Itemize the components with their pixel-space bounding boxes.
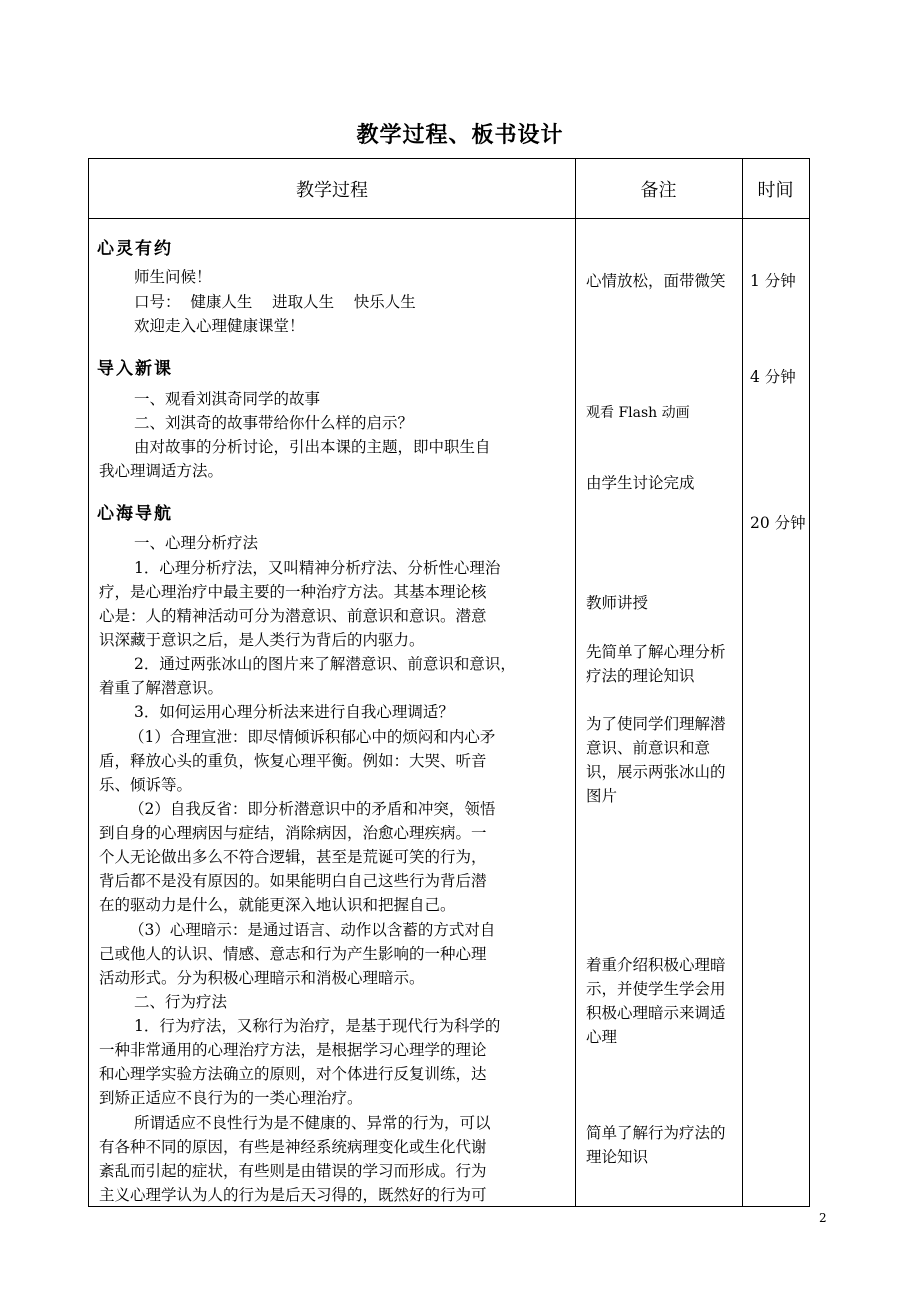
text-line: 个人无论做出多么不符合逻辑，甚至是荒诞可笑的行为， (99, 848, 487, 866)
header-divider (89, 218, 809, 219)
text-line: 疗，是心理治疗中最主要的一种治疗方法。其基本理论核 (99, 583, 487, 601)
text-line: 着重了解潜意识。 (99, 679, 224, 697)
text-line: 1．行为疗法，又称行为治疗，是基于现代行为科学的 (134, 1017, 501, 1035)
text-line: 在的驱动力是什么，就能更深入地认识和把握自己。 (99, 896, 456, 914)
page-title: 教学过程、板书设计 (356, 123, 564, 148)
text-line: 由对故事的分析讨论，引出本课的主题，即中职生自 (134, 438, 491, 456)
text-line: （1）合理宣泄：即尽情倾诉积郁心中的烦闷和内心矛 (129, 728, 496, 746)
header-notes: 备注 (640, 179, 677, 201)
note-psychoanalysis: 先简单了解心理分析疗法的理论知识 (586, 643, 726, 685)
column-divider-notes (575, 159, 576, 1206)
text-line: 心是：人的精神活动可分为潜意识、前意识和意识。潜意 (99, 607, 487, 625)
text-line: 活动形式。分为积极心理暗示和消极心理暗示。 (99, 969, 425, 987)
header-process: 教学过程 (296, 179, 368, 201)
text-line: 一、心理分析疗法 (134, 534, 259, 552)
lesson-table (88, 158, 810, 1207)
text-line: 有各种不同的原因，有些是神经系统病理变化或生化代谢 (99, 1138, 487, 1156)
text-line: 所谓适应不良性行为是不健康的、异常的行为，可以 (134, 1114, 491, 1132)
section-title-navigation: 心海导航 (97, 504, 173, 524)
text-line: 乐、倾诉等。 (99, 776, 193, 794)
text-line: 一种非常通用的心理治疗方法，是根据学习心理学的理论 (99, 1041, 487, 1059)
text-line: 一、观看刘淇奇同学的故事 (134, 390, 321, 408)
column-divider-time (742, 159, 743, 1206)
text-line: 背后都不是没有原因的。如果能明白自己这些行为背后潜 (99, 872, 487, 890)
section-title-heart-meeting: 心灵有约 (97, 239, 173, 259)
time-20min: 20 分钟 (750, 514, 806, 532)
header-time: 时间 (757, 179, 794, 201)
text-line: 识深藏于意识之后，是人类行为背后的内驱力。 (99, 631, 425, 649)
note-lecture: 教师讲授 (586, 594, 649, 612)
text-line: 二、行为疗法 (134, 993, 228, 1011)
note-flash: 观看 Flash 动画 (586, 405, 690, 421)
note-discussion: 由学生讨论完成 (586, 474, 695, 492)
text-line: 我心理调适方法。 (99, 462, 224, 480)
text-line: 二、刘淇奇的故事带给你什么样的启示？ (134, 414, 414, 432)
text-line: 师生问候！ (134, 268, 212, 286)
text-line: 2．通过两张冰山的图片来了解潜意识、前意识和意识， (134, 655, 516, 673)
text-line: 欢迎走入心理健康课堂！ (134, 317, 305, 335)
text-line: 己或他人的认识、情感、意志和行为产生影响的一种心理 (99, 945, 487, 963)
note-relax: 心情放松，面带微笑 (586, 272, 726, 290)
text-line: 口号： 健康人生 进取人生 快乐人生 (134, 293, 416, 311)
text-line: 盾，释放心头的重负，恢复心理平衡。例如：大哭、听音 (99, 752, 487, 770)
section-title-intro: 导入新课 (97, 359, 173, 379)
text-line: （3）心理暗示：是通过语言、动作以含蓄的方式对自 (129, 921, 496, 939)
page-number: 2 (819, 1211, 827, 1225)
note-iceberg: 为了使同学们理解潜意识、前意识和意识，展示两张冰山的图片 (586, 715, 726, 805)
note-behavior: 简单了解行为疗法的理论知识 (586, 1124, 726, 1166)
time-4min: 4 分钟 (750, 368, 796, 386)
note-suggestion: 着重介绍积极心理暗示，并使学生学会用积极心理暗示来调适心理 (586, 956, 726, 1046)
text-line: （2）自我反省：即分析潜意识中的矛盾和冲突，领悟 (129, 800, 496, 818)
time-1min: 1 分钟 (750, 272, 796, 290)
text-line: 主义心理学认为人的行为是后天习得的，既然好的行为可 (99, 1186, 487, 1204)
text-line: 到矫正适应不良行为的一类心理治疗。 (99, 1089, 363, 1107)
text-line: 1．心理分析疗法，又叫精神分析疗法、分析性心理治 (134, 559, 501, 577)
text-line: 3．如何运用心理分析法来进行自我心理调适？ (134, 703, 454, 721)
text-line: 紊乱而引起的症状，有些则是由错误的学习而形成。行为 (99, 1162, 487, 1180)
text-line: 到自身的心理病因与症结，消除病因，治愈心理疾病。一 (99, 824, 487, 842)
text-line: 和心理学实验方法确立的原则，对个体进行反复训练，达 (99, 1065, 487, 1083)
